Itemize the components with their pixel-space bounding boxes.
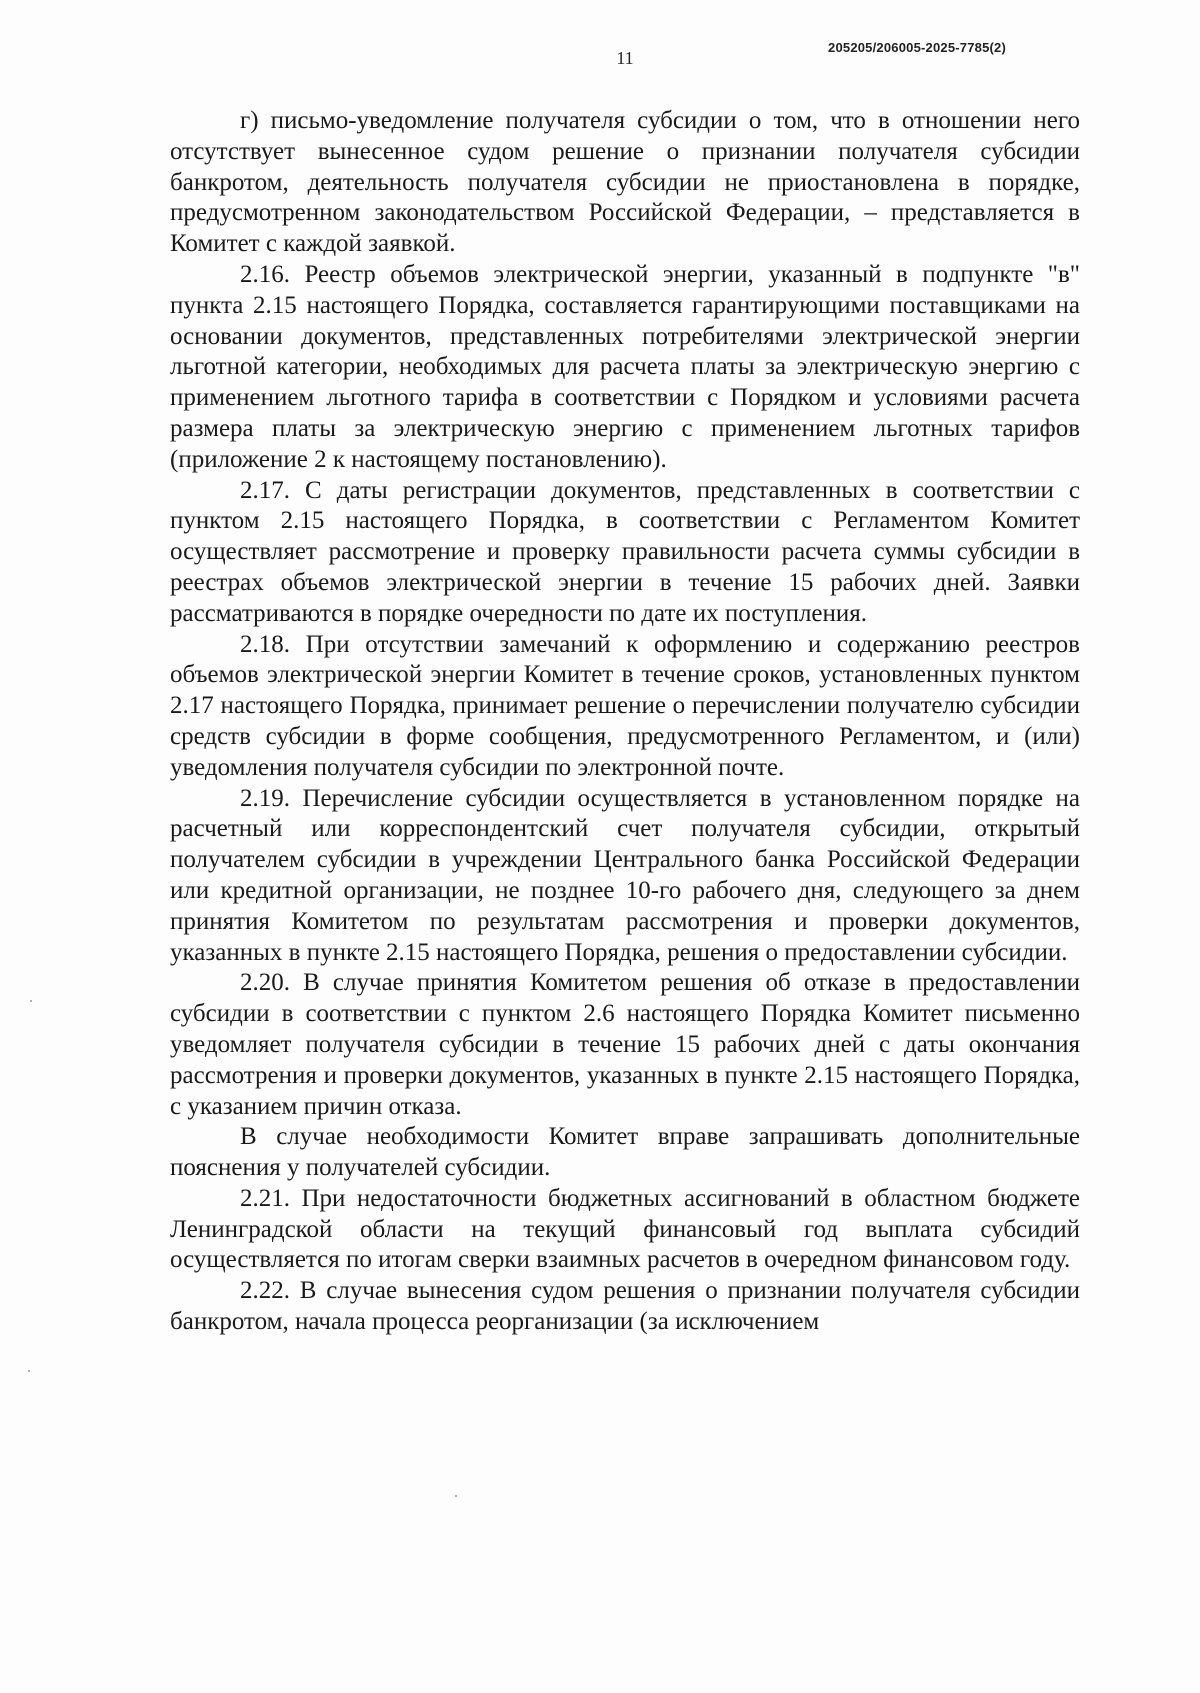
paragraph-2-16: 2.16. Реестр объемов электрической энергии, указанный в подпункте "в" пункта 2.15 настоящего Порядка, составляется гарантирующими поставщиками на основании документов, представленных потребителями электрической энергии льготной категории, необходимых для расчета платы за электрическую энергию с применением льготного тарифа в соответствии с Порядком и условиями расчета размера платы за электрическую энергию с применением льготных тарифов (приложение 2 к настоящему постановлению). [170,260,1080,473]
paragraph-2-19: 2.19. Перечисление субсидии осуществляется в установленном порядке на расчетный или корреспондентский счет получателя субсидии, открытый получателем субсидии в учреждении Центрального банка Российской Федерации или кредитной организации, не позднее 10-го рабочего дня, следующего за днем принятия Комитетом по результатам рассмотрения и проверки документов, указанных в пункте 2.15 настоящего Порядка, решения о предоставлении субсидии. [170,784,1080,966]
page-number: 11 [616,48,634,68]
paragraph-2-20-continuation: В случае необходимости Комитет вправе запрашивать дополнительные пояснения у получателей субсидии. [170,1123,1080,1182]
document-body [170,106,1080,1338]
scan-speck [455,1495,457,1497]
paragraph-2-18: 2.18. При отсутствии замечаний к оформлению и содержанию реестров объемов электрической энергии Комитет в течение сроков, установленных пунктом 2.17 настоящего Порядка, принимает решение о перечислении получателю субсидии средств субсидии в форме сообщения, предусмотренного Регламентом, и (или) уведомления получателя субсидии по электронной почте. [170,630,1080,781]
paragraph-2-20: 2.20. В случае принятия Комитетом решения об отказе в предоставлении субсидии в соответствии с пунктом 2.6 настоящего Порядка Комитет письменно уведомляет получателя субсидии в течение 15 рабочих дней с даты окончания рассмотрения и проверки документов, указанных в пункте 2.15 настоящего Порядка, с указанием причин отказа. [170,969,1080,1120]
paragraph-2-22: 2.22. В случае вынесения судом решения о признании получателя субсидии банкротом, начала процесса реорганизации (за исключением [170,1277,1080,1336]
scan-speck [28,1370,30,1372]
scan-speck [30,1000,32,1002]
paragraph-2-21: 2.21. При недостаточности бюджетных ассигнований в областном бюджете Ленинградской области на текущий финансовый год выплата субсидий осуществляется по итогам сверки взаимных расчетов в очередном финансовом году. [170,1184,1080,1274]
document-id: 205205/206005-2025-7785(2) [828,40,1006,55]
paragraph-2-17: 2.17. С даты регистрации документов, представленных в соответствии с пунктом 2.15 настоящего Порядка, в соответствии с Регламентом Комитет осуществляет рассмотрение и проверку правильности расчета суммы субсидии в реестрах объемов электрической энергии в течение 15 рабочих дней. Заявки рассматриваются в порядке очередности по дате их поступления. [170,476,1080,627]
paragraph-1-letter-g: г) письмо-уведомление получателя субсидии о том, что в отношении него отсутствует вынесенное судом решение о признании получателя субсидии банкротом, деятельность получателя субсидии не приостановлена в порядке, предусмотренном законодательством Российской Федерации, – представляется в Комитет с каждой заявкой. [170,107,1080,258]
